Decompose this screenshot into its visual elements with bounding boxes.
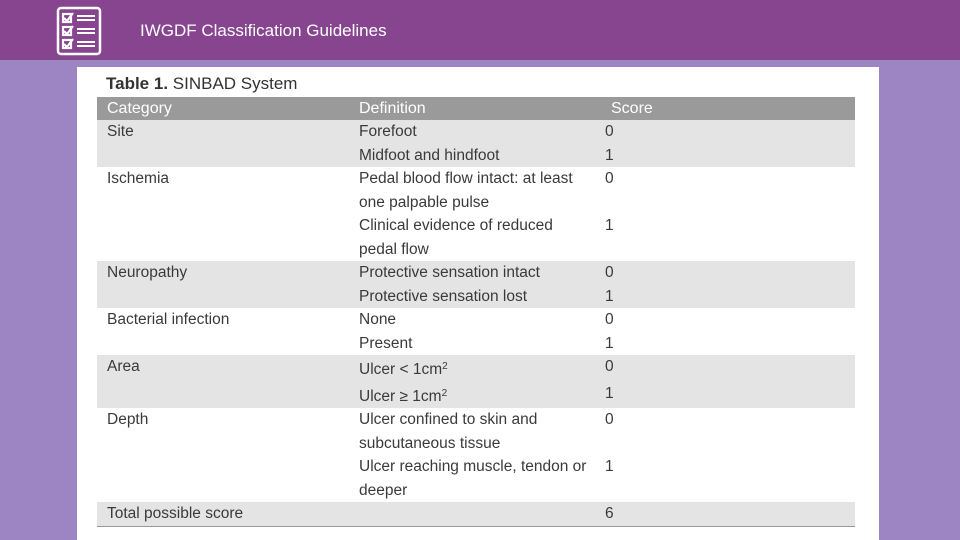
table-caption-title: SINBAD System [168,74,298,93]
page-title: IWGDF Classification Guidelines [140,21,387,40]
table-row [97,355,855,382]
table-row [97,455,855,502]
category-cell: Depth [107,411,149,428]
table-row [97,382,855,409]
table-row [97,308,855,332]
category-cell: Neuropathy [97,261,349,285]
definition-cell: None [359,311,397,328]
definition-cell: Forefoot [349,120,601,144]
column-header-category: Category [97,97,349,120]
table-row [97,120,855,144]
table-row [97,332,855,356]
definition-cell [349,382,601,409]
definition-cell: Ulcer confined to skin and subcutaneous tissue [359,411,538,452]
category-cell [97,455,349,502]
definition-text: Ulcer ≥ 1cm [359,387,442,405]
table-row [97,144,855,168]
score-cell: 1 [601,144,855,168]
column-header-score: Score [601,97,855,120]
score-cell: 1 [605,334,614,352]
checklist-icon [56,6,102,56]
definition-cell: Midfoot and hindfoot [349,144,601,168]
definition-cell: Clinical evidence of reduced pedal flow [359,217,553,258]
score-cell: 1 [605,458,614,475]
table-row [97,408,855,455]
definition-cell: Protective sensation intact [349,261,601,285]
category-cell [97,214,349,261]
category-cell: Site [97,120,349,144]
table-row [97,261,855,285]
table-row [97,214,855,261]
definition-cell: Ulcer reaching muscle, tendon or deeper [359,458,587,499]
table-caption-label: Table 1. [106,74,169,93]
sinbad-table [97,97,855,527]
total-definition-cell [349,502,601,526]
content-panel [77,67,879,540]
table-row [97,167,855,214]
total-score-cell: 6 [601,502,855,526]
definition-cell: Pedal blood flow intact: at least one palpable pulse [359,170,573,211]
definition-cell: Present [359,334,413,352]
definition-cell: Protective sensation lost [349,285,601,309]
table-row [97,285,855,309]
score-cell: 1 [601,285,855,309]
category-cell [97,144,349,168]
score-cell: 0 [601,120,855,144]
definition-text: Ulcer < 1cm [359,361,443,378]
total-label-cell: Total possible score [97,502,349,526]
score-cell: 0 [605,411,614,428]
table-caption [106,73,297,95]
category-cell [97,382,349,409]
score-cell: 0 [605,170,614,187]
total-row [97,502,855,526]
score-cell: 1 [601,382,855,409]
score-cell: 1 [605,217,614,234]
category-cell: Ischemia [107,170,170,187]
score-cell: 0 [601,261,855,285]
category-cell [97,285,349,309]
table-header-row [97,97,855,120]
category-cell: Area [97,355,349,382]
header-bar [0,0,960,60]
score-cell: 0 [601,355,855,382]
superscript: 2 [441,387,448,399]
superscript: 2 [442,361,448,372]
category-cell: Bacterial infection [107,311,230,328]
score-cell: 0 [605,311,614,328]
definition-cell [349,355,601,382]
column-header-definition: Definition [349,97,601,120]
category-cell [97,332,349,356]
